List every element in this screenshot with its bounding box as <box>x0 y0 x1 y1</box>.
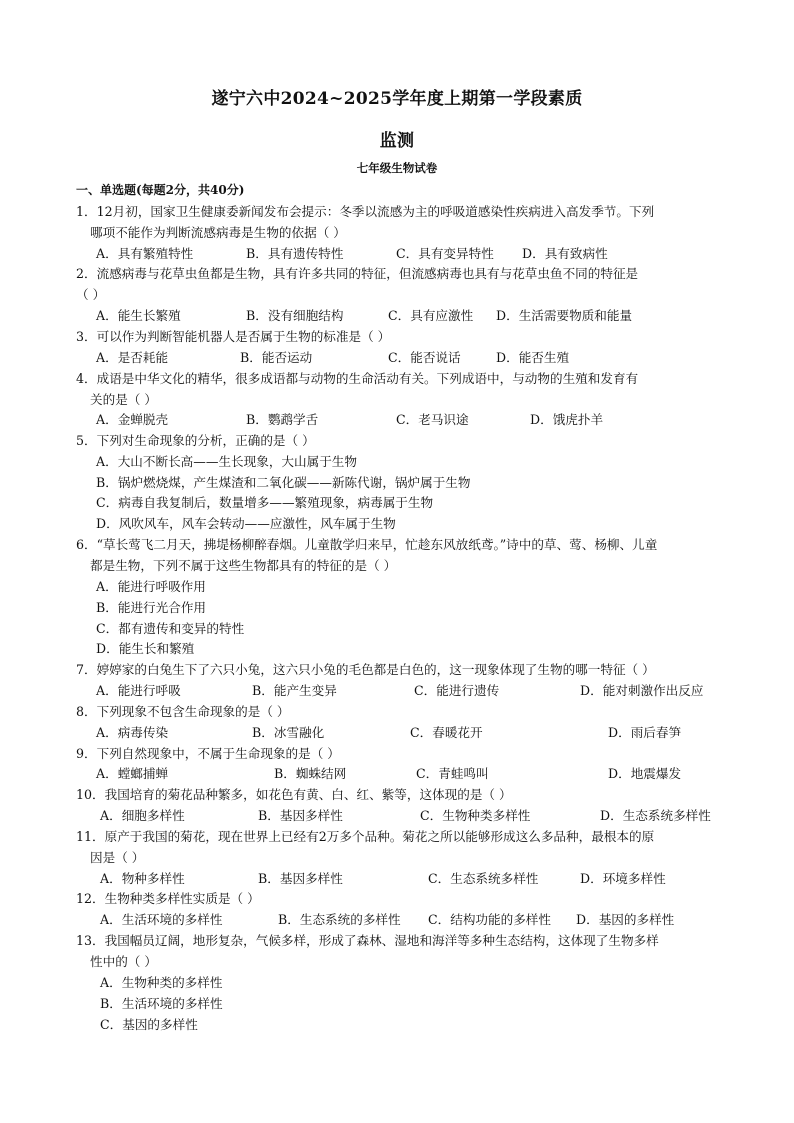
question-5-option-c: C．病毒自我复制后，数量增多——繁殖现象，病毒属于生物 <box>96 495 434 510</box>
question-9-option-d: D．地震爆发 <box>608 766 682 781</box>
question-6-option-c: C．都有遗传和变异的特性 <box>96 621 245 636</box>
exam-title-line1: 遂宁六中2024~2025学年度上期第一学段素质 <box>211 89 583 109</box>
question-6-option-a: A．能进行呼吸作用 <box>96 579 206 594</box>
question-3-line-1: 3．可以作为判断智能机器人是否属于生物的标准是（ ） <box>76 329 391 344</box>
question-3-option-b: B．能否运动 <box>240 350 313 365</box>
question-5-option-b: B．锅炉燃烧煤，产生煤渣和二氧化碳——新陈代谢，锅炉属于生物 <box>96 475 471 490</box>
question-2-option-b: B．没有细胞结构 <box>246 308 344 323</box>
question-11-option-d: D．环境多样性 <box>580 871 666 886</box>
question-1-option-a: A．具有繁殖特性 <box>96 246 194 261</box>
question-7-option-d: D．能对刺激作出反应 <box>580 683 704 698</box>
question-4-option-d: D．饿虎扑羊 <box>530 412 604 427</box>
question-4-option-c: C．老马识途 <box>396 412 469 427</box>
question-7-option-a: A．能进行呼吸 <box>96 683 181 698</box>
question-3-option-a: A．是否耗能 <box>96 350 169 365</box>
question-2-option-c: C．具有应激性 <box>388 308 474 323</box>
question-11-line-2: 因是（ ） <box>90 850 145 865</box>
question-5-line-1: 5．下列对生命现象的分析，正确的是（ ） <box>76 433 315 448</box>
question-10-option-b: B．基因多样性 <box>258 808 343 823</box>
question-7-option-c: C．能进行遗传 <box>414 683 500 698</box>
question-1-option-c: C．具有变异特性 <box>396 246 494 261</box>
question-8-option-d: D．雨后春笋 <box>608 725 682 740</box>
question-5-option-a: A．大山不断长高——生长现象，大山属于生物 <box>96 454 357 469</box>
question-13-line-2: 性中的（ ） <box>90 954 157 969</box>
question-8-option-a: A．病毒传染 <box>96 725 169 740</box>
question-11-option-c: C．生态系统多样性 <box>428 871 539 886</box>
question-12-line-1: 12．生物种类多样性实质是（ ） <box>76 891 260 906</box>
question-6-option-d: D．能生长和繁殖 <box>96 641 195 656</box>
question-10-option-c: C．生物种类多样性 <box>420 808 531 823</box>
question-10-option-a: A．细胞多样性 <box>100 808 185 823</box>
question-4-option-b: B．鹦鹉学舌 <box>246 412 319 427</box>
question-13-option-a: A．生物种类的多样性 <box>100 975 223 990</box>
question-1-option-b: B．具有遗传特性 <box>246 246 344 261</box>
question-2-option-a: A．能生长繁殖 <box>96 308 181 323</box>
question-2-line-2: （ ） <box>76 287 106 302</box>
question-6-option-b: B．能进行光合作用 <box>96 600 207 615</box>
question-1-line-2: 哪项不能作为判断流感病毒是生物的依据（ ） <box>90 225 346 240</box>
question-10-line-1: 10．我国培育的菊花品种繁多，如花色有黄、白、红、紫等，这体现的是（ ） <box>76 787 512 802</box>
question-9-option-a: A．螳螂捕蝉 <box>96 766 169 781</box>
question-13-option-c: C．基因的多样性 <box>100 1017 198 1032</box>
question-8-option-c: C．春暖花开 <box>410 725 483 740</box>
question-12-option-a: A．生活环境的多样性 <box>100 912 223 927</box>
question-5-option-d: D．风吹风车，风车会转动——应激性，风车属于生物 <box>96 516 396 531</box>
question-9-option-c: C．青蛙鸣叫 <box>416 766 489 781</box>
question-2-line-1: 2．流感病毒与花草虫鱼都是生物，具有许多共同的特征，但流感病毒也具有与花草虫鱼不同的特征是 <box>76 266 639 281</box>
question-7-line-1: 7．婷婷家的白兔生下了六只小兔，这六只小兔的毛色都是白色的，这一现象体现了生物的哪一特征（ ） <box>76 662 655 677</box>
question-8-option-b: B．冰雪融化 <box>252 725 325 740</box>
question-4-line-2: 关的是（ ） <box>90 392 157 407</box>
question-3-option-c: C．能否说话 <box>388 350 461 365</box>
exam-title-line2: 监测 <box>379 131 415 151</box>
question-6-line-1: 6．“草长莺飞二月天，拂堤杨柳醉春烟。儿童散学归来早，忙趁东风放纸鸢。”诗中的草、莺、杨柳、儿童 <box>76 537 658 552</box>
question-1-line-1: 1．12月初，国家卫生健康委新闻发布会提示：冬季以流感为主的呼吸道感染性疾病进入高发季节。下列 <box>76 204 655 219</box>
question-11-option-b: B．基因多样性 <box>258 871 343 886</box>
question-4-option-a: A．金蝉脱壳 <box>96 412 169 427</box>
question-12-option-c: C．结构功能的多样性 <box>428 912 551 927</box>
question-12-option-d: D．基因的多样性 <box>576 912 675 927</box>
question-13-option-b: B．生活环境的多样性 <box>100 996 223 1011</box>
question-10-option-d: D．生态系统多样性 <box>600 808 711 823</box>
question-2-option-d: D．生活需要物质和能量 <box>496 308 633 323</box>
question-11-option-a: A．物种多样性 <box>100 871 185 886</box>
question-4-line-1: 4．成语是中华文化的精华，很多成语都与动物的生命活动有关。下列成语中，与动物的生殖和发育有 <box>76 371 639 386</box>
question-11-line-1: 11．原产于我国的菊花，现在世界上已经有2万多个品种。菊花之所以能够形成这么多品种，最根本的原 <box>76 829 655 844</box>
question-13-line-1: 13．我国幅员辽阔，地形复杂，气候多样，形成了森林、湿地和海洋等多种生态结构，这体现了生物多样 <box>76 933 659 948</box>
question-9-option-b: B．蜘蛛结网 <box>274 766 347 781</box>
question-8-line-1: 8．下列现象不包含生命现象的是（ ） <box>76 704 290 719</box>
question-12-option-b: B．生态系统的多样性 <box>278 912 401 927</box>
question-9-line-1: 9．下列自然现象中，不属于生命现象的是（ ） <box>76 746 340 761</box>
section-heading: 一、单选题(每题2分，共40分) <box>76 183 245 197</box>
question-7-option-b: B．能产生变异 <box>252 683 337 698</box>
question-6-line-2: 都是生物，下列不属于这些生物都具有的特征的是（ ） <box>90 558 397 573</box>
question-3-option-d: D．能否生殖 <box>496 350 570 365</box>
exam-subtitle: 七年级生物试卷 <box>356 161 438 175</box>
question-1-option-d: D．具有致病性 <box>522 246 608 261</box>
